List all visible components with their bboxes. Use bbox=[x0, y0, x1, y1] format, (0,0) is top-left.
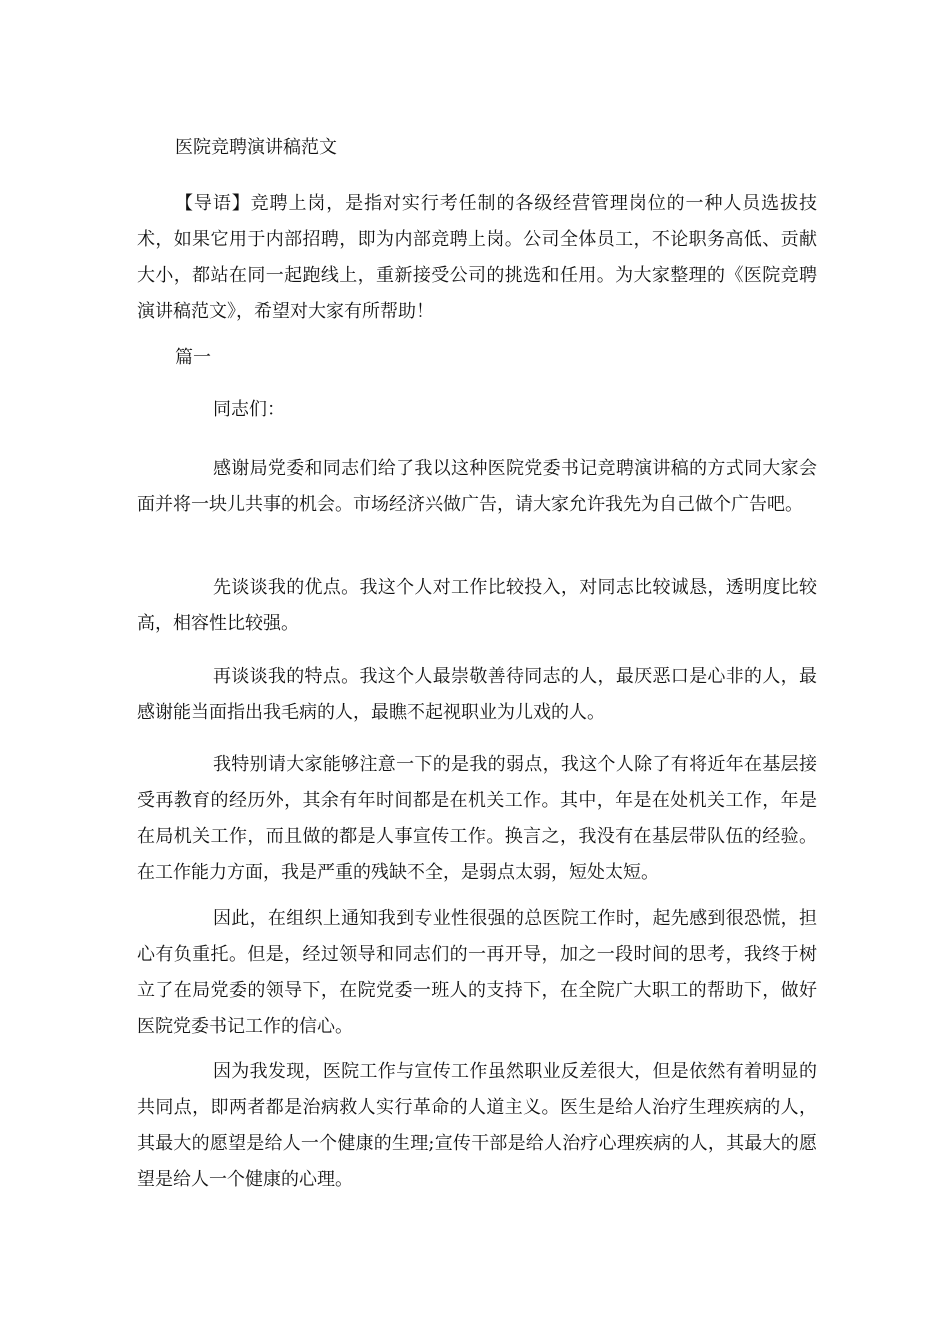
body-paragraph: 先谈谈我的优点。我这个人对工作比较投入，对同志比较诚恳，透明度比较高，相容性比较强。 bbox=[137, 577, 817, 634]
body-paragraph: 感谢局党委和同志们给了我以这种医院党委书记竞聘演讲稿的方式同大家会面并将一块儿共事的机会。市场经济兴做广告，请大家允许我先为自己做个广告吧。 bbox=[137, 458, 817, 515]
body-paragraph: 因为我发现，医院工作与宣传工作虽然职业反差很大，但是依然有着明显的共同点，即两者都是治病救人实行革命的人道主义。医生是给人治疗生理疾病的人，其最大的愿望是给人一个健康的生理;宣传干部是给人治疗心理疾病的人，其最大的愿望是给人一个健康的心理。 bbox=[137, 1061, 817, 1190]
salutation: 同志们： bbox=[213, 399, 285, 420]
section-label: 篇一 bbox=[175, 347, 211, 368]
body-paragraph: 因此，在组织上通知我到专业性很强的总医院工作时，起先感到很恐慌，担心有负重托。但是，经过领导和同志们的一再开导，加之一段时间的思考，我终于树立了在局党委的领导下，在院党委一班人的支持下，在全院广大职工的帮助下，做好医院党委书记工作的信心。 bbox=[137, 908, 817, 1037]
body-paragraph: 再谈谈我的特点。我这个人最崇敬善待同志的人，最厌恶口是心非的人，最感谢能当面指出我毛病的人，最瞧不起视职业为儿戏的人。 bbox=[137, 666, 817, 723]
body-paragraph: 我特别请大家能够注意一下的是我的弱点，我这个人除了有将近年在基层接受再教育的经历外，其余有年时间都是在机关工作。其中，年是在处机关工作，年是在局机关工作，而且做的都是人事宣传工作。换言之，我没有在基层带队伍的经验。在工作能力方面，我是严重的残缺不全，是弱点太弱，短处太短。 bbox=[137, 754, 817, 883]
intro-paragraph: 【导语】竞聘上岗，是指对实行考任制的各级经营管理岗位的一种人员选拔技术，如果它用于内部招聘，即为内部竞聘上岗。公司全体员工，不论职务高低、贡献大小，都站在同一起跑线上，重新接受公司的挑选和任用。为大家整理的《医院竞聘演讲稿范文》，希望对大家有所帮助！ bbox=[137, 193, 817, 322]
document-title: 医院竞聘演讲稿范文 bbox=[175, 137, 337, 158]
